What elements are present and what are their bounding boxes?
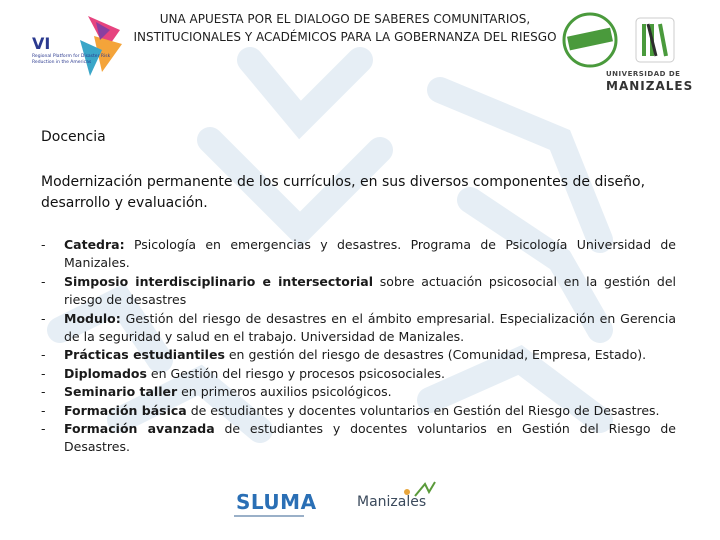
list-item <box>41 273 676 310</box>
item-bold: Seminario taller <box>64 384 178 400</box>
item-bold: Prácticas estudiantiles <box>64 347 225 363</box>
item-text: en Gestión del riesgo y procesos psicosociales. <box>146 365 446 381</box>
item-text: sobre actuación psicosocial en la gestión del riesgo de desastres <box>64 273 676 308</box>
university-logo <box>560 12 700 94</box>
item-bold: Formación básica <box>64 402 187 418</box>
list-item <box>41 365 676 383</box>
header-title-line2: INSTITUCIONALES Y ACADÉMICOS PARA LA GOBERNANZA DEL RIESGO <box>133 30 557 44</box>
header-title <box>130 10 560 46</box>
item-text: en primeros auxilios psicológicos. <box>177 384 392 400</box>
university-name-line1: UNIVERSIDAD DE <box>606 70 681 78</box>
item-text: Psicología en emergencias y desastres. Programa de Psicología Universidad de Manizales. <box>64 237 676 271</box>
bullet-dash: - <box>41 310 46 326</box>
item-text: en gestión del riesgo de desastres (Comunidad, Empresa, Estado). <box>224 347 647 363</box>
platform-logo <box>10 10 130 82</box>
university-name-line2: MANIZALES <box>606 79 694 93</box>
sluma-logo <box>232 490 317 522</box>
header-title-line1: UNA APUESTA POR EL DIALOGO DE SABERES COMUNITARIOS, <box>159 12 531 26</box>
platform-text: Regional Platform for Disaster Risk Reduction in the Americas <box>32 54 111 65</box>
university-seal-icon <box>560 12 700 72</box>
list-item <box>41 310 676 347</box>
bullet-dash: - <box>41 384 46 400</box>
item-bold: Simposio interdisciplinario e intersectorial <box>64 273 374 289</box>
item-bold: Catedra: <box>64 237 125 252</box>
manizales-logo-text: Manizales <box>357 494 427 510</box>
bullet-dash: - <box>41 421 46 437</box>
item-bold: Diplomados <box>64 365 147 381</box>
platform-logo-icon <box>10 10 130 82</box>
bullet-dash: - <box>41 273 46 289</box>
list-item <box>41 346 676 364</box>
bullet-dash: - <box>41 237 46 252</box>
list-item <box>41 383 676 401</box>
item-bold: Formación avanzada <box>64 421 215 437</box>
item-text: de estudiantes y docentes voluntarios en Gestión del Riesgo de Desastres. <box>186 402 660 418</box>
list-item <box>41 236 676 273</box>
list-item <box>41 420 676 457</box>
bullet-dash: - <box>41 402 46 418</box>
intro-paragraph: Modernización permanente de los currículos, en sus diversos componentes de diseño, desarrollo y evaluación. <box>41 174 646 211</box>
sluma-underline-icon <box>234 514 304 519</box>
bullet-dash: - <box>41 347 46 363</box>
activity-list <box>41 236 676 457</box>
bullet-dash: - <box>41 365 46 381</box>
sluma-logo-text: SLUMA <box>236 490 317 514</box>
item-text: Gestión del riesgo de desastres en el ámbito empresarial. Especialización en Gerencia de la seguridad y salud en el trabajo. Universidad de Manizales. <box>64 310 676 345</box>
item-text: de estudiantes y docentes voluntarios en Gestión del Riesgo de Desastres. <box>64 421 676 455</box>
item-bold: Modulo: <box>64 310 121 326</box>
section-title: Docencia <box>41 129 106 145</box>
platform-numeral: VI <box>32 34 51 53</box>
list-item <box>41 402 676 420</box>
manizales-logo <box>355 480 445 522</box>
